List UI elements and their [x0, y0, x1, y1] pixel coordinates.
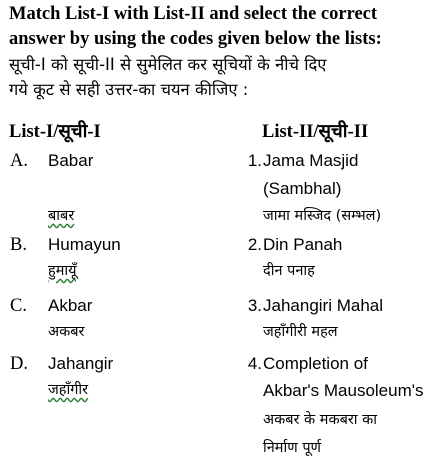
- list-2-item-3-hindi: जहाँगीरी महल: [263, 324, 338, 340]
- list-2-number-2: 2.: [247, 235, 262, 254]
- list-2-item-1-hindi: जामा मस्जिद (सम्भल): [263, 208, 382, 224]
- question-line-4: गये कूट से सही उत्तर-का चयन कीजिए :: [9, 80, 249, 99]
- list-2-item-4-hindi-line-1: अकबर के मकबरा का: [263, 412, 378, 428]
- list-2-item-3-english: Jahangiri Mahal: [263, 296, 384, 315]
- list-2-item-2-hindi: दीन पनाह: [263, 263, 315, 279]
- list-1-item-d-hindi: जहाँगीर: [48, 382, 89, 398]
- list-2-header: List-II/सूची-II: [262, 122, 369, 142]
- list-1-item-a-hindi: बाबर: [48, 208, 75, 224]
- list-1-item-d-english: Jahangir: [48, 354, 114, 373]
- list-2-item-4-english-line-2: Akbar's Mausoleum's: [263, 381, 424, 400]
- list-1-label-b: B.: [10, 235, 27, 255]
- question-line-1: Match List-I with List-II and select the correct: [9, 4, 378, 24]
- list-2-item-1-english-line-2: (Sambhal): [263, 179, 342, 198]
- list-2-number-3: 3.: [247, 296, 262, 315]
- question-text: [9, 2, 435, 102]
- list-1-label-c: C.: [10, 296, 27, 316]
- list-2-item-2-english: Din Panah: [263, 235, 343, 254]
- list-2-item-4-hindi-line-2: निर्माण पूर्ण: [263, 440, 322, 456]
- list-1-item-b-english: Humayun: [48, 235, 121, 254]
- list-2-item-1-english-line-1: Jama Masjid: [263, 151, 359, 170]
- question-line-3: सूची-I को सूची-II से सुमेलित कर सूचियों के नीचे दिए: [9, 55, 327, 74]
- question-line-2: answer by using the codes given below the lists:: [9, 29, 382, 49]
- list-1-label-d: D.: [10, 354, 28, 374]
- list-1-label-a: A.: [10, 151, 28, 171]
- list-2-number-4: 4.: [247, 354, 262, 373]
- list-2-number-1: 1.: [247, 151, 262, 170]
- list-1-item-a-english: Babar: [48, 151, 94, 170]
- list-2-item-4-english-line-1: Completion of: [263, 354, 368, 373]
- list-1-header: List-I/सूची-I: [9, 122, 101, 142]
- list-1-item-b-hindi: हुमायूँ: [48, 263, 77, 279]
- list-1-item-c-english: Akbar: [48, 296, 93, 315]
- list-1-item-c-hindi: अकबर: [48, 324, 85, 340]
